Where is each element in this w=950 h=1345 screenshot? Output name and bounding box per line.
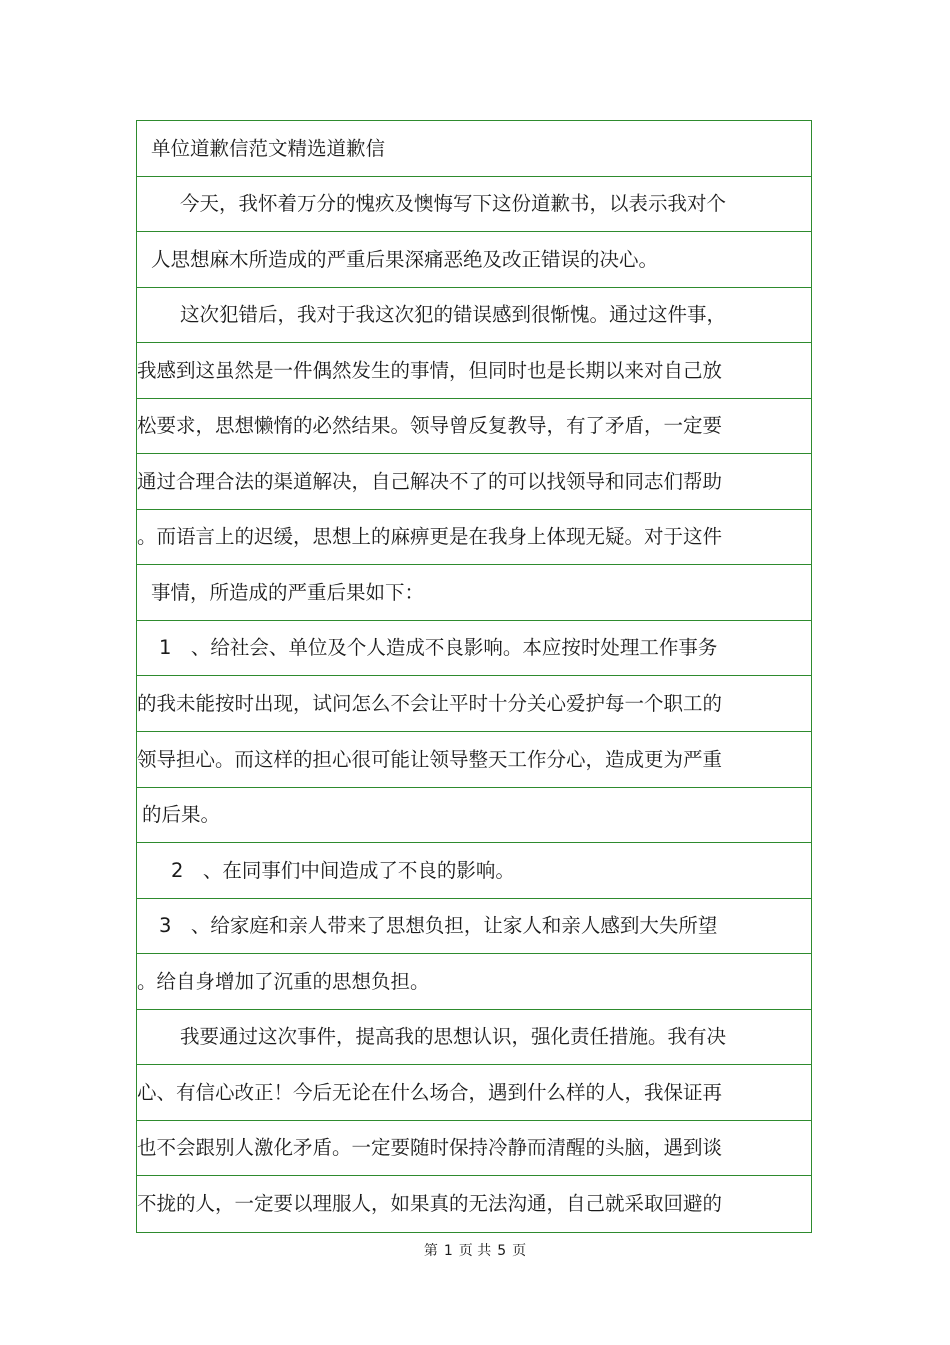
text-line-content: 。而语言上的迟缓，思想上的麻痹更是在我身上体现无疑。对于这件 — [137, 525, 723, 549]
footer-suffix: 页 — [512, 1243, 527, 1259]
text-line-content: 我要通过这次事件，提高我的思想认识，强化责任措施。我有决 — [180, 1025, 727, 1049]
text-line — [137, 510, 811, 566]
text-line — [137, 232, 811, 288]
text-line — [137, 1121, 811, 1177]
text-line-content: 的我未能按时出现，试问怎么不会让平时十分关心爱护每一个职工的 — [137, 691, 723, 715]
text-line — [137, 954, 811, 1010]
text-line — [137, 399, 811, 455]
text-line — [137, 343, 811, 399]
document-table — [136, 120, 812, 1233]
text-line-content: 心、有信心改正！今后无论在什么场合，遇到什么样的人，我保证再 — [137, 1080, 723, 1104]
list-item — [137, 621, 811, 677]
footer-prefix: 第 — [423, 1243, 438, 1259]
list-item — [137, 843, 811, 899]
text-line-content: 我感到这虽然是一件偶然发生的事情，但同时也是长期以来对自己放 — [137, 358, 723, 382]
text-line-content: 人思想麻木所造成的严重后果深痛恶绝及改正错误的决心。 — [151, 247, 659, 271]
text-line-content: 不拢的人，一定要以理服人，如果真的无法沟通，自己就采取回避的 — [137, 1192, 723, 1216]
text-line-content: 通过合理合法的渠道解决，自己解决不了的可以找领导和同志们帮助 — [137, 469, 723, 493]
text-line — [137, 565, 811, 621]
text-line — [137, 454, 811, 510]
text-line — [137, 288, 811, 344]
text-line — [137, 676, 811, 732]
document-title: 单位道歉信范文精选道歉信 — [151, 136, 386, 160]
list-item — [137, 899, 811, 955]
text-line-content: 今天，我怀着万分的愧疚及懊悔写下这份道歉书，以表示我对个 — [180, 192, 727, 216]
footer-middle: 页 共 — [458, 1243, 492, 1259]
page-footer — [0, 1240, 950, 1260]
total-pages: 5 — [497, 1243, 507, 1259]
text-line — [137, 177, 811, 233]
text-line-content: 事情，所造成的严重后果如下： — [151, 580, 425, 604]
text-line-content: 领导担心。而这样的担心很可能让领导整天工作分心，造成更为严重 — [137, 747, 723, 771]
text-line — [137, 1176, 811, 1232]
text-line — [137, 732, 811, 788]
text-line-content: 松要求，思想懒惰的必然结果。领导曾反复教导，有了矛盾，一定要 — [137, 414, 723, 438]
text-line-content: 。给自身增加了沉重的思想负担。 — [137, 969, 430, 993]
text-line — [137, 788, 811, 844]
text-line-content: 也不会跟别人激化矛盾。一定要随时保持冷静而清醒的头脑，遇到谈 — [137, 1136, 723, 1160]
document-title-row — [137, 121, 811, 177]
page-number: 1 — [443, 1243, 453, 1259]
list-item-text: 2 、在同事们中间造成了不良的影响。 — [171, 858, 515, 882]
text-line — [137, 1010, 811, 1066]
text-line-content: 这次犯错后，我对于我这次犯的错误感到很惭愧。通过这件事， — [180, 303, 727, 327]
text-line-content: 的后果。 — [142, 803, 221, 827]
list-item-text: 3 、给家庭和亲人带来了思想负担，让家人和亲人感到大失所望 — [159, 914, 718, 938]
list-item-text: 1 、给社会、单位及个人造成不良影响。本应按时处理工作事务 — [159, 636, 718, 660]
text-line — [137, 1065, 811, 1121]
